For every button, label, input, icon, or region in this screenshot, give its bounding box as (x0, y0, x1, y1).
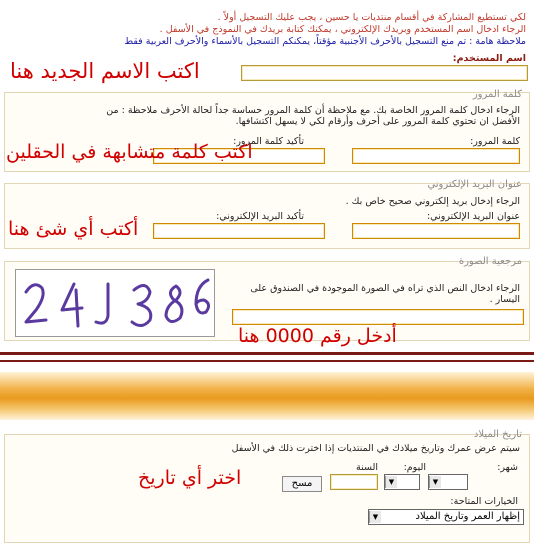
month-select[interactable] (428, 474, 468, 490)
email-confirm-input[interactable] (153, 223, 325, 239)
email-hint: أكتب أي شئ هنا (8, 218, 139, 240)
birthday-options-value: إظهار العمر وتاريخ الميلاد (415, 511, 520, 522)
password-desc-line-2: الأفضل ان تحتوي كلمة المرور على أحرف وأرقام لكي لا يسهل اكتشافها. (235, 116, 520, 127)
username-hint: اكتب الاسم الجديد هنا (10, 59, 200, 83)
birthday-hint: اختر أي تاريخ (138, 467, 242, 489)
username-label: اسم المستخدم: (452, 53, 526, 64)
year-input[interactable] (330, 474, 378, 490)
password-desc-line-1: الرجاء ادخال كلمة المرور الخاصة بك. مع ملاحظة أن كلمة المرور حساسة جداً لحالة الأحرف ملاحظة : من (106, 105, 520, 116)
month-label: شهر: (497, 462, 518, 473)
day-label: اليوم: (403, 462, 426, 473)
birthday-options-select[interactable] (368, 509, 524, 525)
notice-line-1: لكي تستطيع المشاركة في أقسام منتديات يا حسين ، يجب عليك التسجيل أولاً . (217, 12, 526, 23)
password-confirm-label: تأكيد كلمة المرور: (233, 136, 304, 147)
birthday-title: تاريخ الميلاد (473, 429, 522, 440)
day-select[interactable] (384, 474, 420, 490)
password-description (20, 105, 520, 127)
chevron-down-icon: ▼ (369, 511, 381, 523)
captcha-hint: أدخل رقم 0000 هنا (238, 325, 397, 347)
username-input[interactable] (241, 65, 528, 81)
captcha-image (15, 269, 215, 337)
password-hint: اكتب كلمة متشابهة في الحقلين (6, 141, 253, 163)
notice-line-3: ملاحظة هامة : تم منع التسجيل بالأحرف الأجنبية مؤقتاً، يمكنكم التسجيل بالأسماء والأحرف العربية فقط (124, 36, 526, 47)
separator-top-line (0, 352, 534, 355)
password-title: كلمة المرور (472, 89, 522, 100)
password-input[interactable] (352, 148, 520, 164)
year-label: السنة (356, 462, 378, 473)
email-label: عنوان البريد الإلكتروني: (426, 211, 520, 222)
email-title: عنوان البريد الإلكتروني (427, 179, 522, 190)
birthday-description: سيتم عرض عمرك وتاريخ ميلادك في المنتديات إذا اخترت ذلك في الأسفل (231, 443, 520, 454)
captcha-description: الرجاء ادخال النص الذي تراه في الصورة الموجودة في الصندوق على اليسار . (250, 283, 520, 305)
clear-date-button[interactable]: مسح (282, 476, 322, 492)
captcha-input[interactable] (232, 309, 524, 325)
password-label: كلمة المرور: (470, 136, 520, 147)
captcha-title: مرجعية الصورة (458, 256, 522, 267)
registration-notice (6, 12, 526, 48)
birthday-options-label: الخيارات المتاحة: (450, 496, 518, 507)
email-description: الرجاء إدخال بريد إلكتروني صحيح خاص بك . (345, 196, 520, 207)
chevron-down-icon: ▼ (429, 476, 441, 488)
email-input[interactable] (352, 223, 520, 239)
email-confirm-label: تأكيد البريد الإلكتروني: (216, 211, 304, 222)
captcha-glyphs (16, 270, 214, 336)
notice-line-2: الرجاء ادخال اسم المستخدم وبريدك الإلكتروني ، يمكنك كتابة بريدك في النموذج في الأسفل . (159, 24, 526, 35)
separator-band (0, 372, 534, 420)
chevron-down-icon: ▼ (385, 476, 397, 488)
separator-top-line-2 (0, 360, 534, 362)
